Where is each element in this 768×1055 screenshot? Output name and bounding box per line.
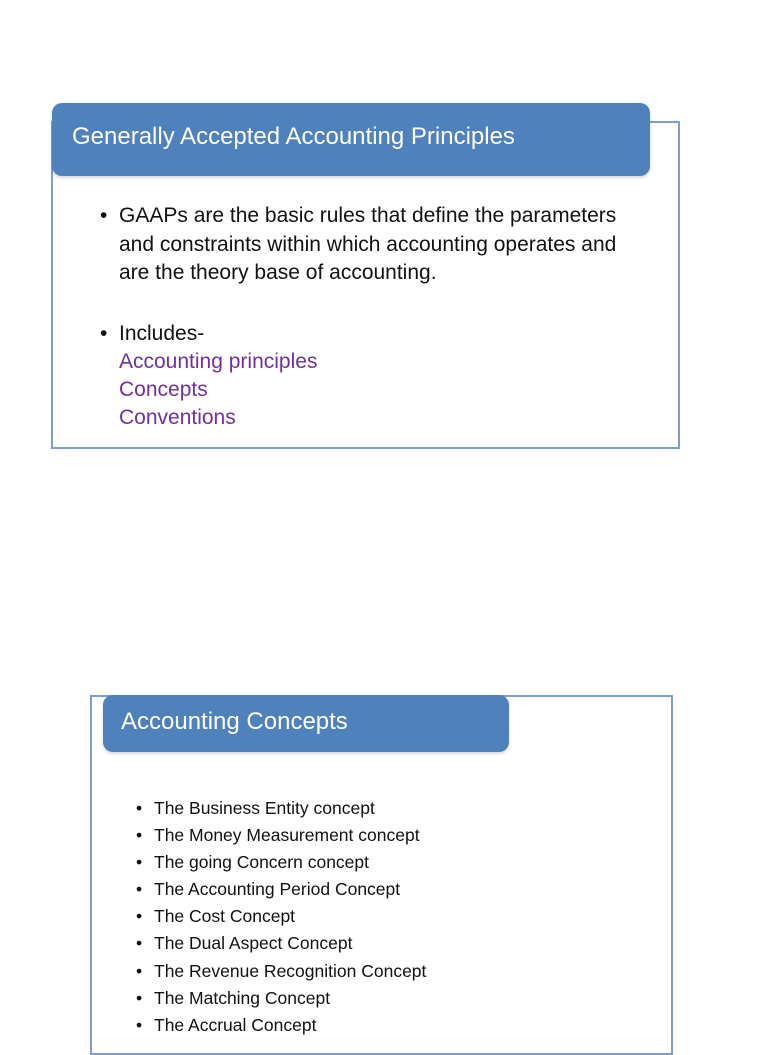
list-item: • The Cost Concept: [136, 903, 426, 930]
concepts-list: [136, 795, 426, 1039]
bullet-includes: • Includes-: [100, 320, 204, 349]
include-accounting-principles: Accounting principles: [119, 350, 318, 373]
slide-concepts-header: [103, 695, 509, 752]
list-item: • The Accounting Period Concept: [136, 876, 426, 903]
list-item: • The Accrual Concept: [136, 1012, 426, 1039]
slide-concepts-title: Accounting Concepts: [121, 708, 348, 735]
bullet-icon: •: [100, 204, 108, 227]
slide-gaap-title: Generally Accepted Accounting Principles: [72, 123, 515, 150]
list-item: • The Business Entity concept: [136, 795, 426, 822]
bullet-icon: •: [100, 322, 108, 345]
include-conventions: Conventions: [119, 406, 236, 429]
list-item: • The Money Measurement concept: [136, 822, 426, 849]
list-item: • The Dual Aspect Concept: [136, 930, 426, 957]
list-item: • The Matching Concept: [136, 985, 426, 1012]
list-item: • The going Concern concept: [136, 849, 426, 876]
include-concepts: Concepts: [119, 378, 208, 401]
bullet-gaap-definition: • GAAPs are the basic rules that define the parameters and constraints within which accounting operates and are the theory base of accounting.: [100, 204, 617, 284]
slide-gaap-header: [52, 103, 650, 176]
list-item: • The Revenue Recognition Concept: [136, 958, 426, 985]
